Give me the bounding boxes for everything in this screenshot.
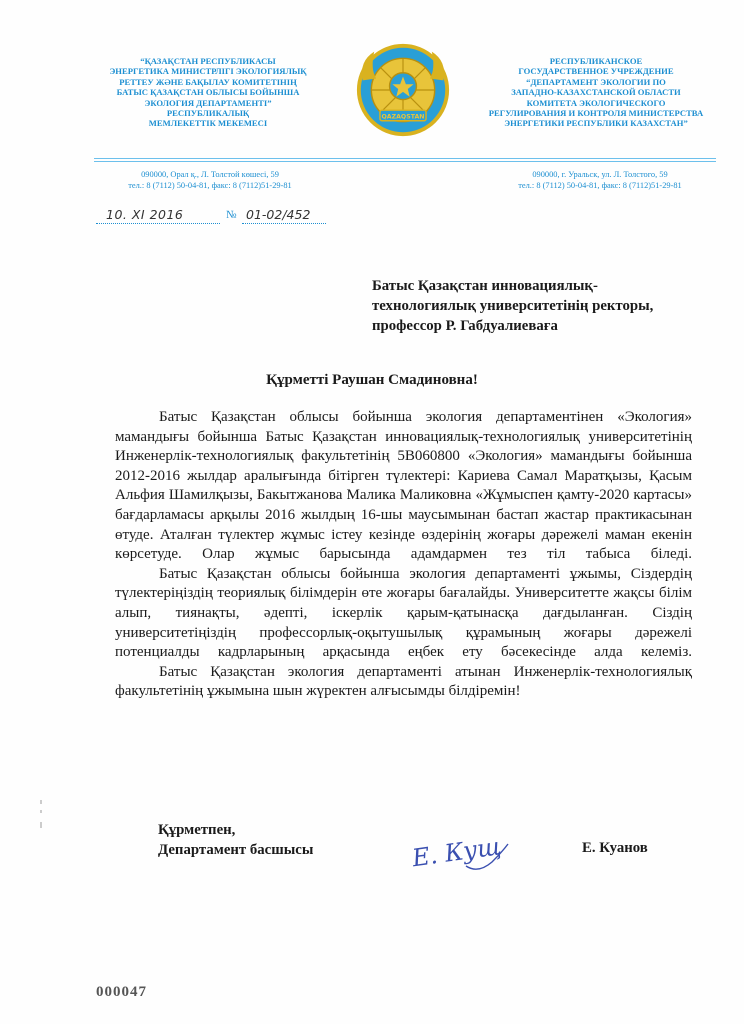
signature-text: Е. Кущ <box>410 832 503 873</box>
registration-line <box>96 207 326 227</box>
registration-number: 01-02/452 <box>246 207 311 222</box>
address-line: 090000, г. Уральск, ул. Л. Толстого, 59 <box>532 170 668 179</box>
header-divider <box>94 161 716 162</box>
recipient-line: профессор Р. Габдуалиеваға <box>372 318 558 334</box>
document-number: 000047 <box>96 984 147 1000</box>
header-line: ЭНЕРГЕТИКА МИНИСТРЛІГІ ЭКОЛОГИЯЛЫҚ <box>109 66 307 77</box>
header-line: РЕСПУБЛИКАЛЫҚ <box>166 108 250 119</box>
scan-artifact <box>40 800 42 828</box>
header-russian-org <box>476 56 716 129</box>
letter-body <box>115 408 692 702</box>
salutation: Құрметті Раушан Смадиновна! <box>266 372 478 388</box>
header-line: БАТЫС ҚАЗАҚСТАН ОБЛЫСЫ БОЙЫНША <box>116 87 300 98</box>
registration-date: 10. XI 2016 <box>106 207 184 222</box>
state-emblem-icon <box>355 42 451 138</box>
body-paragraph: Батыс Қазақстан облысы бойынша экология департаментінен «Экология» мамандығы бойынша Батыс Қазақстан инновациялық-технологиялық университетінің Инженерлік-технологиялық факультетінің 5В060800 «Экология» мамандығы бойынша 2012-2016 жылдар аралығында бітірген түлектері: Кариева Самал Маратқызы, Қасым Альфия Шамилқызы, Бакытжанова Малика Маликовна «Жұмыспен қамту-2020 картасы» бағдарламасы арқылы 2016 жылдың 16-шы маусымынан бастап жастар практикасынан өтуде. Аталған түлектер жұмыс істеу кезінде өздерінің жоғары дәрежелі маман екенін көрсетуде. Олар жұмыс барысында адамдармен тез тіл табыса біледі. <box>115 409 692 563</box>
signer-title: Департамент басшысы <box>158 841 314 858</box>
header-line: ЭНЕРГЕТИКИ РЕСПУБЛИКИ КАЗАХСТАН” <box>504 118 688 129</box>
header-kazakh-org <box>88 56 328 129</box>
header-line: РЕГУЛИРОВАНИЯ И КОНТРОЛЯ МИНИСТЕРСТВА <box>488 108 704 119</box>
address-line: тел.: 8 (7112) 50-04-81, факс: 8 (7112)51-29-81 <box>518 181 682 190</box>
header-line: РЕСПУБЛИКАНСКОЕ <box>549 56 643 66</box>
address-russian <box>480 169 720 191</box>
recipient-line: Батыс Қазақстан инновациялық- <box>372 278 598 294</box>
emblem-banner-text: QAZAQSTAN <box>381 113 425 121</box>
header-line: ГОСУДАРСТВЕННОЕ УЧРЕЖДЕНИЕ <box>518 66 674 77</box>
header-line: “ҚАЗАҚСТАН РЕСПУБЛИКАСЫ <box>140 56 276 66</box>
closing-block <box>158 821 313 860</box>
recipient-line: технологиялық университетінің ректоры, <box>372 298 654 314</box>
header-line: ЭКОЛОГИЯ ДЕПАРТАМЕНТІ” <box>144 97 272 108</box>
header-line: “ДЕПАРТАМЕНТ ЭКОЛОГИИ ПО <box>526 76 666 87</box>
body-paragraph: Батыс Қазақстан экология департаменті атынан Инженерлік-технологиялық факультетінің ұжымына шын жүректен алғысымды білдіремін! <box>115 663 692 700</box>
header-line: РЕТТЕУ ЖӘНЕ БАҚЫЛАУ КОМИТЕТІНІҢ <box>119 76 297 87</box>
date-underline <box>96 223 220 224</box>
header-line: ЗАПАДНО-КАЗАХСТАНСКОЙ ОБЛАСТИ <box>511 87 681 98</box>
address-kazakh <box>90 169 330 191</box>
recipient-block <box>372 276 702 336</box>
handwritten-signature <box>408 822 516 882</box>
number-underline <box>242 223 326 224</box>
address-line: тел.: 8 (7112) 50-04-81, факс: 8 (7112)51-29-81 <box>128 181 292 190</box>
body-paragraph: Батыс Қазақстан облысы бойынша экология департаменті ұжымы, Сіздердің түлектеріңіздің теориялық білімдерін өте жоғары бағалайды. Университетте жақсы білім алып, тиянақты, әдепті, іскерлік қарым-қатынасқа дағдыланған. Сіздің университетіңіздің профессорлық-оқытушылық құрамының жоғары дәрежелі потенциалды кадрларының арқасында еңбек ету бәсекесінде алда келеміз. <box>115 565 692 661</box>
signer-name: Е. Куанов <box>582 840 648 856</box>
header-line: МЕМЛЕКЕТТІК МЕКЕМЕСІ <box>148 118 268 129</box>
header-line: КОМИТЕТА ЭКОЛОГИЧЕСКОГО <box>526 97 666 108</box>
closing-regards: Құрметпен, <box>158 822 236 838</box>
header-divider <box>94 158 716 159</box>
number-sign: № <box>226 209 237 221</box>
address-line: 090000, Орал қ., Л. Толстой көшесі, 59 <box>141 170 279 179</box>
